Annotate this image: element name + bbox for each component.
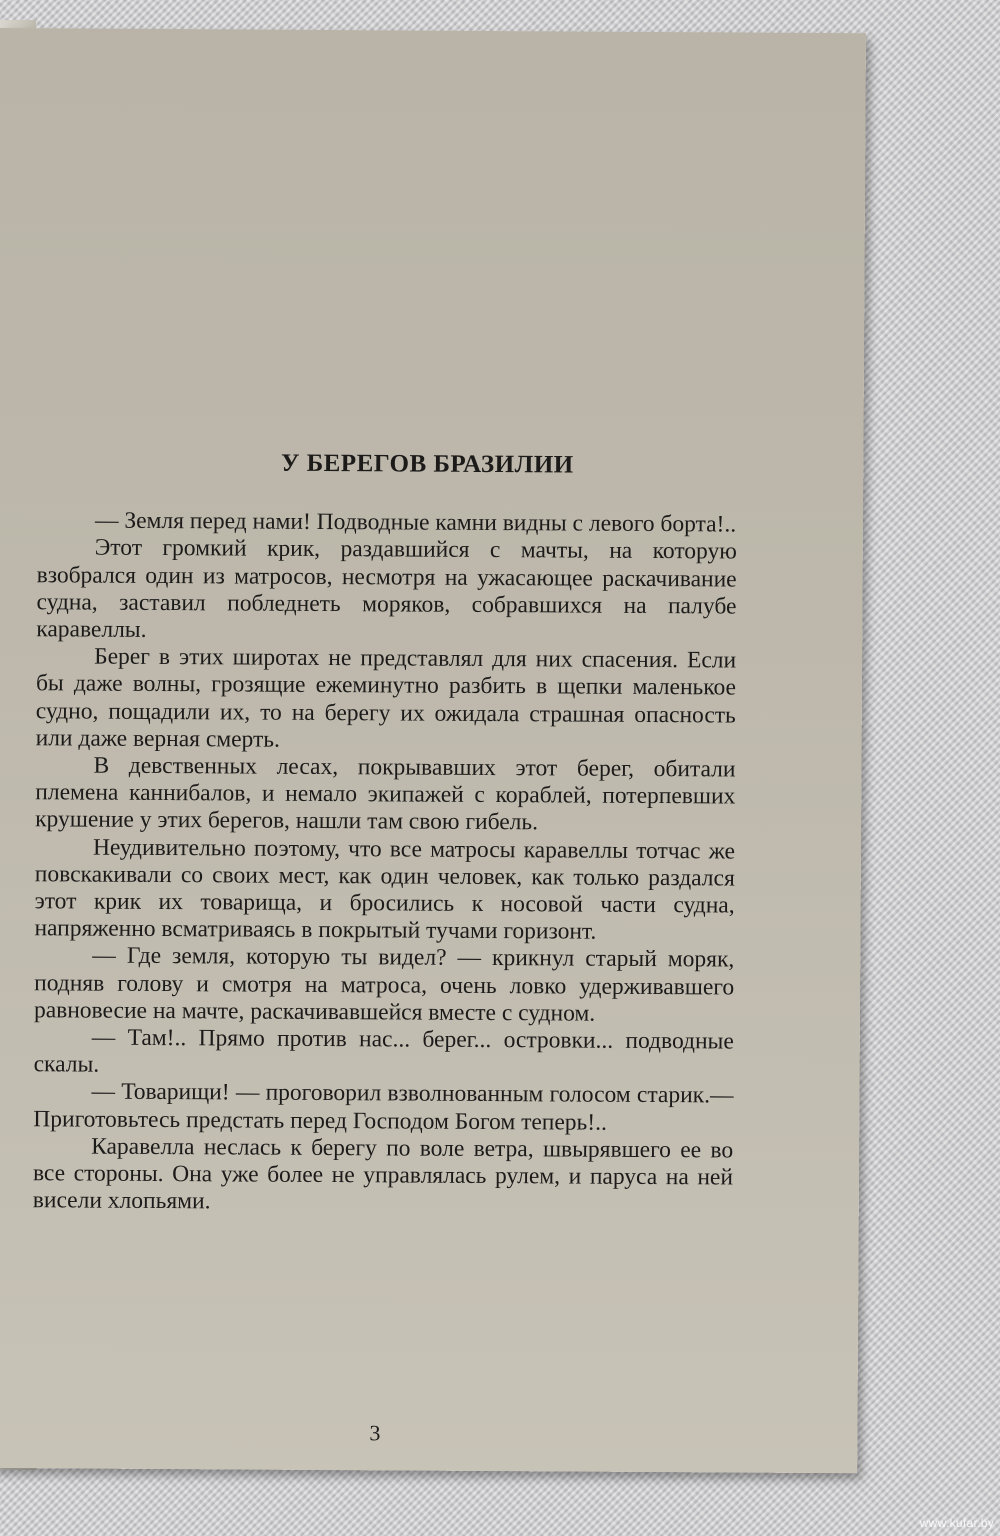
- text-block: [33, 436, 738, 1219]
- book-page: [0, 28, 866, 1473]
- paragraph-8: — Товарищи! — проговорил взволнованным голосом старик.— Приготовьтесь предстать перед Господом Богом теперь!..: [33, 1079, 734, 1136]
- page-number: 3: [369, 1420, 381, 1446]
- paragraph-9: Каравелла неслась к берегу по воле ветра, швырявшего ее во все стороны. Она уже более не управлялась рулем, и паруса на ней висели хлопьями.: [32, 1133, 734, 1215]
- chapter-title: У БЕРЕГОВ БРАЗИЛИИ: [280, 449, 574, 479]
- paragraph-6: — Где земля, которую ты видел? — крикнул старый моряк, подняв голову и смотря на матроса, очень ловко удерживавшего равновесие на мачте, раскачивавшейся вместе с судном.: [33, 943, 735, 1027]
- paragraph-3: Берег в этих широтах не представлял для них спасения. Если бы даже волны, грозящие ежеминутно разбить в щепки маленькое судно, пощадили их, то на берегу их ожидала страшная опасность или даже верная смерть.: [35, 643, 737, 753]
- watermark: www.kufar.by: [919, 1516, 994, 1530]
- paragraph-5: Неудивительно поэтому, что все матросы каравеллы тотчас же повскакивали со своих мест, как один человек, как только раздался этот крик их товарища, и бросились к носовой части судна, напряженно всматриваясь в покрытый тучами горизонт.: [34, 834, 736, 945]
- paragraph-1: — Земля перед нами! Подводные камни видны с левого борта!..: [94, 507, 737, 538]
- paragraph-2: Этот громкий крик, раздавшийся с мачты, на которую взобрался один из матросов, несмотря на ужасающее раскачивание судна, заставил побледнеть моряков, собравшихся на палубе каравеллы.: [36, 534, 737, 643]
- paragraph-4: В девственных лесах, покрывавших этот берег, обитали племена каннибалов, и немало экипажей с кораблей, потерпевших крушение у этих берегов, нашли там свою гибель.: [35, 752, 736, 836]
- paragraph-7: — Там!.. Прямо против нас... берег... островки... подводные скалы.: [33, 1024, 734, 1078]
